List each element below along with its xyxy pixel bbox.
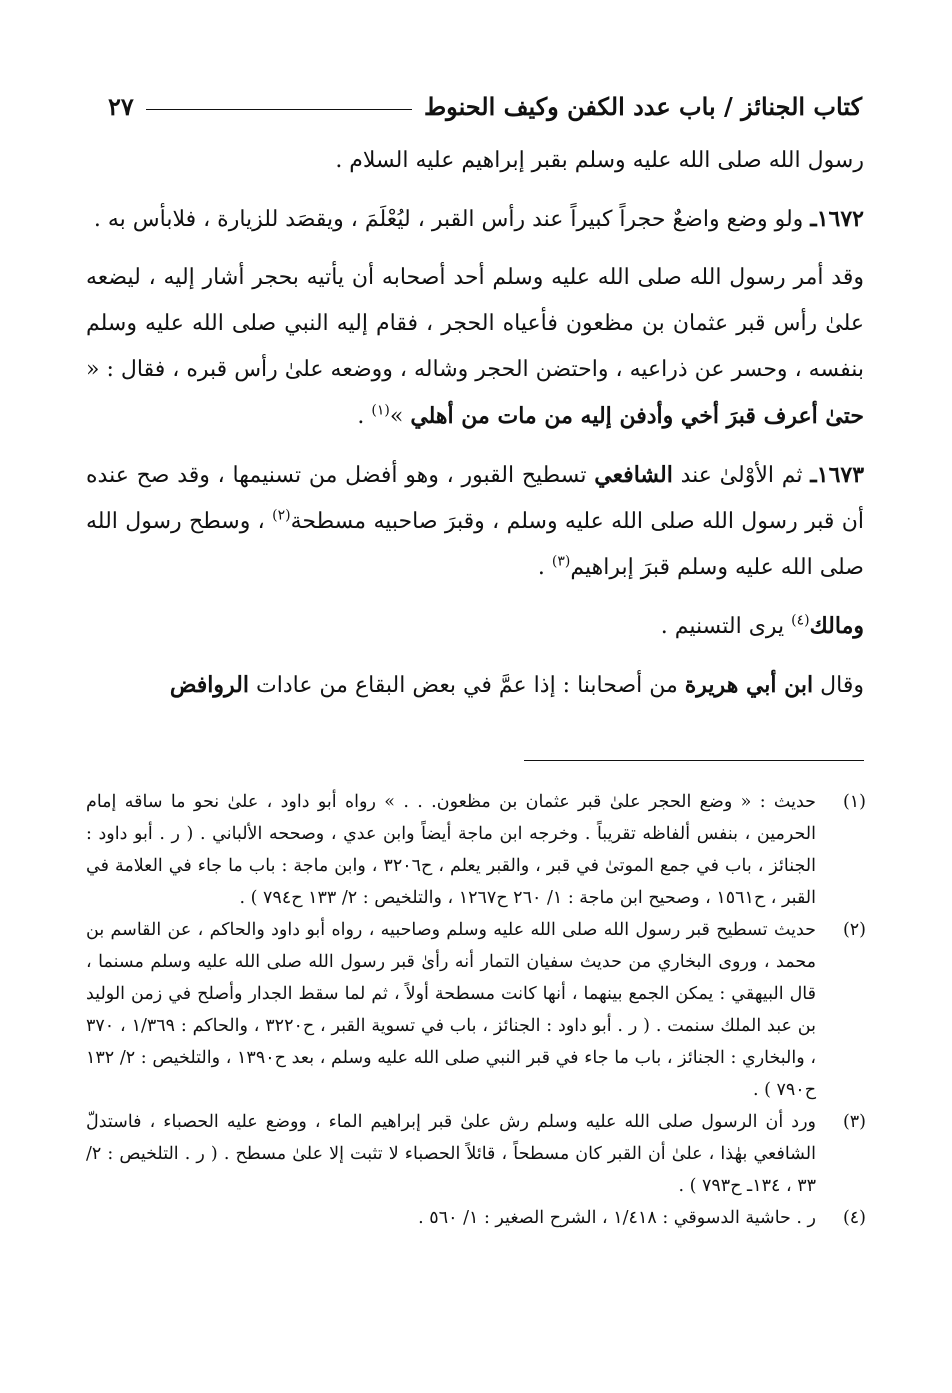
paragraph-text: يرى التسنيم . [660, 614, 792, 639]
paragraph-text: من أصحابنا : إذا عمَّ في بعض البقاع من عادات [249, 673, 685, 698]
paragraph-text: رسول الله صلى الله عليه وسلم بقبر إبراهيم عليه السلام . [335, 148, 864, 173]
footnote-4 [86, 1202, 866, 1234]
paragraph-1672 [86, 196, 864, 243]
term-rawafid: الروافض [169, 672, 249, 698]
footnote-ref-3[interactable]: (٣) [551, 553, 571, 570]
footnote-number: (٤) [842, 1208, 866, 1228]
running-header [108, 86, 862, 126]
footnote-text: حديث : « وضع الحجر علىٰ قبر عثمان بن مظعون. . . » رواه أبو داود ، علىٰ نحو ما ساقه إمام الحرمين ، بنفس ألفاظه تقريباً . وخرجه ابن ماجة أيضاً وابن عدي ، وصححه الألباني . ( ر . أبو داود : الجنائز ، باب في جمع الموتىٰ في قبر ، والقبر يعلم ، ح٣٢٠٦ ، وابن ماجة : باب ما جاء في العلامة في القبر ، ح١٥٦١ ، وصحيح ابن ماجة : ١/ ٢٦٠ ح١٢٦٧ ، والتلخيص : ٢/ ١٣٣ ح٧٩٤ ) . [86, 792, 816, 908]
paragraph-end: . [357, 404, 372, 429]
paragraph-continuation [86, 138, 864, 184]
footnote-separator [524, 760, 864, 761]
paragraph-end: . [537, 555, 552, 580]
paragraph-number: ١٦٧٢ـ [810, 206, 864, 232]
page-number: ٢٧ [108, 91, 134, 121]
paragraph-text: وقال [813, 673, 864, 698]
paragraph-number: ١٦٧٣ـ [810, 462, 865, 488]
footnotes [86, 786, 866, 1234]
paragraph-text: ، وسطح رسول الله صلى الله عليه وسلم قبرَ إبراهيم [86, 509, 864, 580]
footnote-text: حديث تسطيح قبر رسول الله صلى الله عليه وسلم وصاحبيه ، رواه أبو داود والحاكم ، عن القاسم بن محمد ، وروى البخاري من حديث سفيان التمار أنه رأىٰ قبر رسول الله صلى الله عليه وسلم مسنما ، قال البيهقي : يمكن الجمع بينهما ، أنها كانت مسطحة أولاً ، ثم لما سقط الجدار وأصلح في زمن الوليد بن عبد الملك سنمت . ( ر . أبو داود : الجنائز ، باب في تسوية القبر ، ح٣٢٢٠ ، والحاكم : ١/٣٦٩ ، ٣٧٠ ، والبخاري : الجنائز ، باب ما جاء في قبر النبي صلى الله عليه وسلم ، بعد ح١٣٩٠ ، والتلخيص : ٢/ ١٣٢ ح٧٩٠ ) . [86, 920, 816, 1100]
paragraph-text: ثم الأوْلىٰ عند [672, 463, 811, 488]
paragraph-ibn-abi-hurayra [86, 662, 864, 709]
footnote-3 [86, 1106, 866, 1202]
footnote-text: ر . حاشية الدسوقي : ١/٤١٨ ، الشرح الصغير : ١/ ٥٦٠ . [418, 1208, 816, 1228]
main-text [86, 138, 864, 721]
name-ibn-abi-hurayra: ابن أبي هريرة [684, 672, 814, 698]
paragraph-text: ولو وضع واضعٌ حجراً كبيراً عند رأس القبر ، ليُعْلَمَ ، ويقصَد للزيارة ، فلابأس به . [93, 207, 811, 232]
footnote-number: (١) [842, 792, 866, 812]
chapter-title: كتاب الجنائز / باب عدد الكفن وكيف الحنوط [423, 91, 862, 121]
footnote-ref-4[interactable]: (٤) [791, 612, 810, 629]
footnote-ref-1[interactable]: (١) [371, 402, 390, 419]
footnote-ref-2[interactable]: (٢) [272, 507, 291, 524]
paragraph-malik [86, 603, 864, 650]
footnote-text: ورد أن الرسول صلى الله عليه وسلم رش علىٰ قبر إبراهيم الماء ، ووضع عليه الحصباء ، فاستدلّ الشافعي بهٰذا ، علىٰ أن القبر كان مسطحاً ، قائلاً الحصباء لا تثبت إلا علىٰ مسطح . ( ر . التلخيص : ٢/ ٣٣ ، ١٣٤ـ ح٧٩٣ ) . [86, 1112, 816, 1196]
paragraph-text: وقد أمر رسول الله صلى الله عليه وسلم أحد أصحابه أن يأتيه بحجر أشار إليه ، ليضعه علىٰ رأس قبر عثمان بن مظعون فأعياه الحجر ، فقام إليه النبي صلى الله عليه وسلم بنفسه ، وحسر عن ذراعيه ، واحتضن الحجر وشاله ، ووضعه علىٰ رأس قبره ، فقال : « [86, 265, 864, 382]
paragraph-hadith [86, 255, 864, 440]
name-shafii: الشافعي [594, 462, 673, 488]
footnote-2 [86, 914, 866, 1106]
footnote-number: (٣) [842, 1112, 866, 1132]
footnote-number: (٢) [842, 920, 866, 940]
name-malik: ومالك [809, 613, 864, 639]
footnote-1 [86, 786, 866, 914]
hadith-quote: حتىٰ أعرف قبرَ أخي وأدفن إليه من مات من أهلي [410, 403, 864, 429]
header-rule [146, 109, 412, 110]
paragraph-text: تسطيح القبور ، وهو أفضل من تسنيمها ، وقد صح عنده أن قبر رسول الله صلى الله عليه وسلم ، وقبرَ صاحبيه مسطحة [86, 463, 864, 534]
paragraph-1673 [86, 452, 864, 591]
quote-close: » [389, 404, 411, 429]
